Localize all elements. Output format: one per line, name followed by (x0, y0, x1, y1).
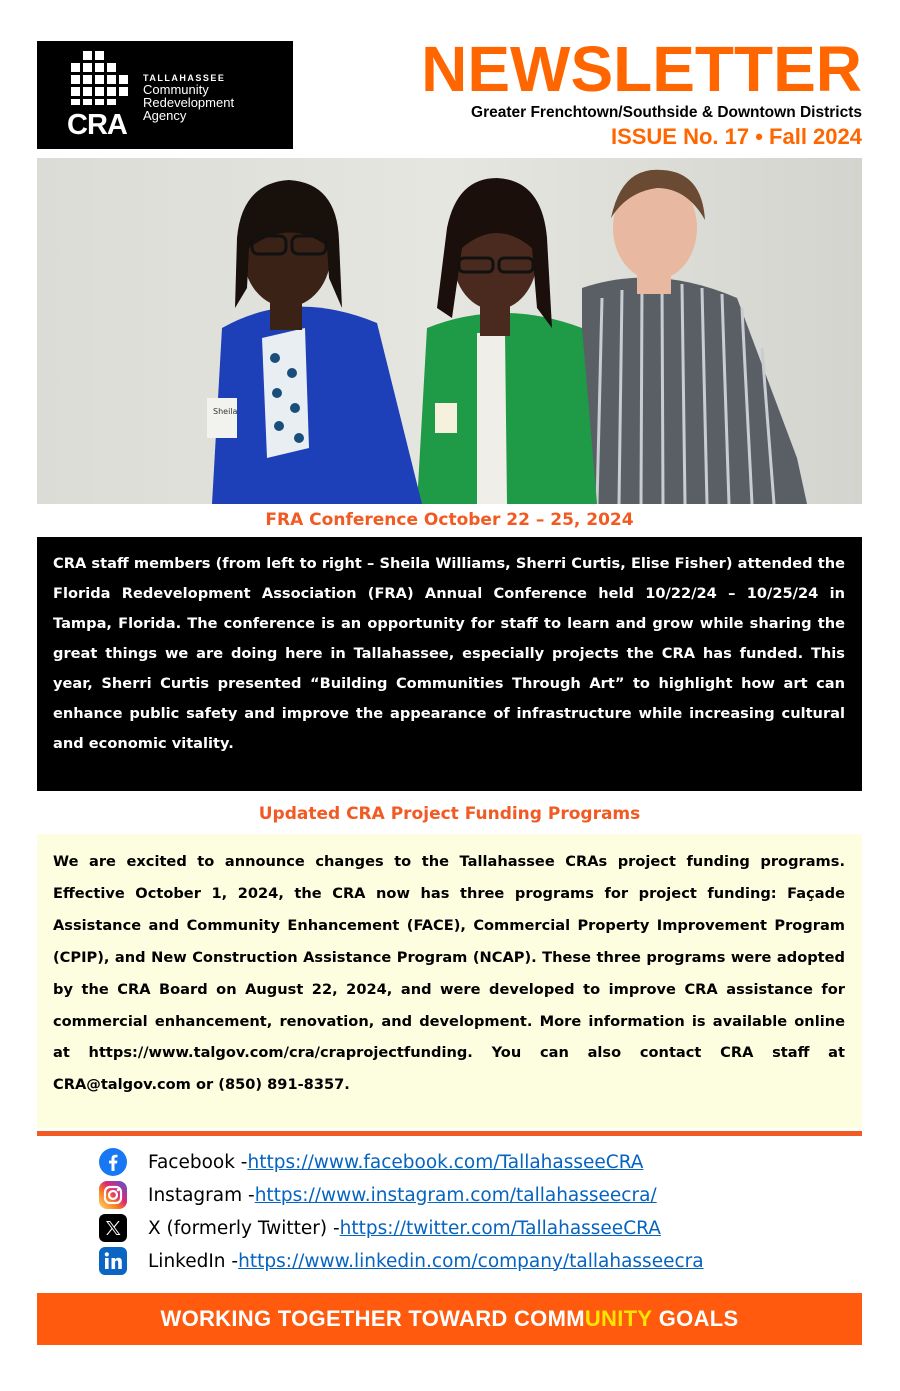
logo-line-1: Community (143, 82, 209, 97)
x-icon[interactable] (96, 1214, 130, 1242)
funding-body: We are excited to announce changes to the Tallahassee CRAs project funding programs. Effective October 1, 2024, the CRA now has three programs for project funding: Façade Assistance and Community Enhancement (FACE), Commercial Property Improvement Program (CPIP), and New Construction Assistance Program (NCAP). These three programs were adopted by the CRA Board on August 22, 2024, and were developed to improve CRA assistance for commercial enhancement, renovation, and development. More information is available online at https://www.talgov.com/cra/craprojectfunding. You can also contact CRA staff at CRA@talgov.com or (850) 891-8357. (53, 853, 845, 1094)
staff-photo (37, 158, 862, 504)
linkedin-label: LinkedIn - (148, 1250, 239, 1272)
social-row-linkedin (96, 1246, 704, 1276)
instagram-label: Instagram - (148, 1184, 255, 1206)
logo-line-3: Agency (143, 108, 187, 123)
footer-text-highlight: UNITY (584, 1306, 653, 1331)
facebook-label: Facebook - (148, 1151, 248, 1173)
issue-label: ISSUE No. 17 • Fall 2024 (610, 124, 862, 149)
section-divider (37, 1131, 862, 1136)
footer-banner (37, 1293, 862, 1345)
logo-wordmark (143, 73, 234, 122)
conference-panel (37, 537, 862, 791)
logo-top-word: TALLAHASSEE (143, 73, 226, 83)
logo-abbr: CRA (67, 109, 127, 141)
funding-panel (37, 834, 862, 1128)
building-grid-icon (71, 51, 131, 107)
instagram-link[interactable]: https://www.instagram.com/tallahasseecra/ (254, 1184, 657, 1206)
newsletter-subtitle: Greater Frenchtown/Southside & Downtown Districts (471, 104, 862, 121)
x-label: X (formerly Twitter) - (148, 1217, 340, 1239)
conference-body: CRA staff members (from left to right – Sheila Williams, Sherri Curtis, Elise Fisher) attended the Florida Redevelopment Association (FRA) Annual Conference held 10/22/24 – 10/25/24 in Tampa, Florida. The conference is an opportunity for staff to learn and grow while sharing the great things we are doing here in Tallahassee, especially projects the CRA has funded. This year, Sherri Curtis presented “Building Communities Through Art” to highlight how art can enhance public safety and improve the appearance of infrastructure while increasing cultural and economic vitality. (53, 555, 845, 752)
funding-heading: Updated CRA Project Funding Programs (258, 804, 641, 824)
instagram-icon[interactable] (96, 1181, 130, 1209)
social-row-facebook (96, 1147, 643, 1177)
conference-heading: FRA Conference October 22 – 25, 2024 (265, 510, 634, 530)
linkedin-link[interactable]: https://www.linkedin.com/company/tallahasseecra (238, 1250, 704, 1272)
name-badge-text: Sheila (213, 407, 238, 416)
linkedin-icon[interactable] (96, 1247, 130, 1275)
cra-logo (37, 41, 293, 149)
x-link[interactable]: https://twitter.com/TallahasseeCRA (339, 1217, 661, 1239)
footer-text-part2: GOALS (652, 1306, 739, 1331)
facebook-icon[interactable] (96, 1148, 130, 1176)
newsletter-title: NEWSLETTER (421, 33, 862, 105)
facebook-link[interactable]: https://www.facebook.com/TallahasseeCRA (247, 1151, 644, 1173)
social-row-instagram (96, 1180, 657, 1210)
social-row-x (96, 1213, 661, 1243)
footer-text-part1: WORKING TOGETHER TOWARD COMM (160, 1306, 585, 1331)
logo-line-2: Redevelopment (143, 95, 235, 110)
